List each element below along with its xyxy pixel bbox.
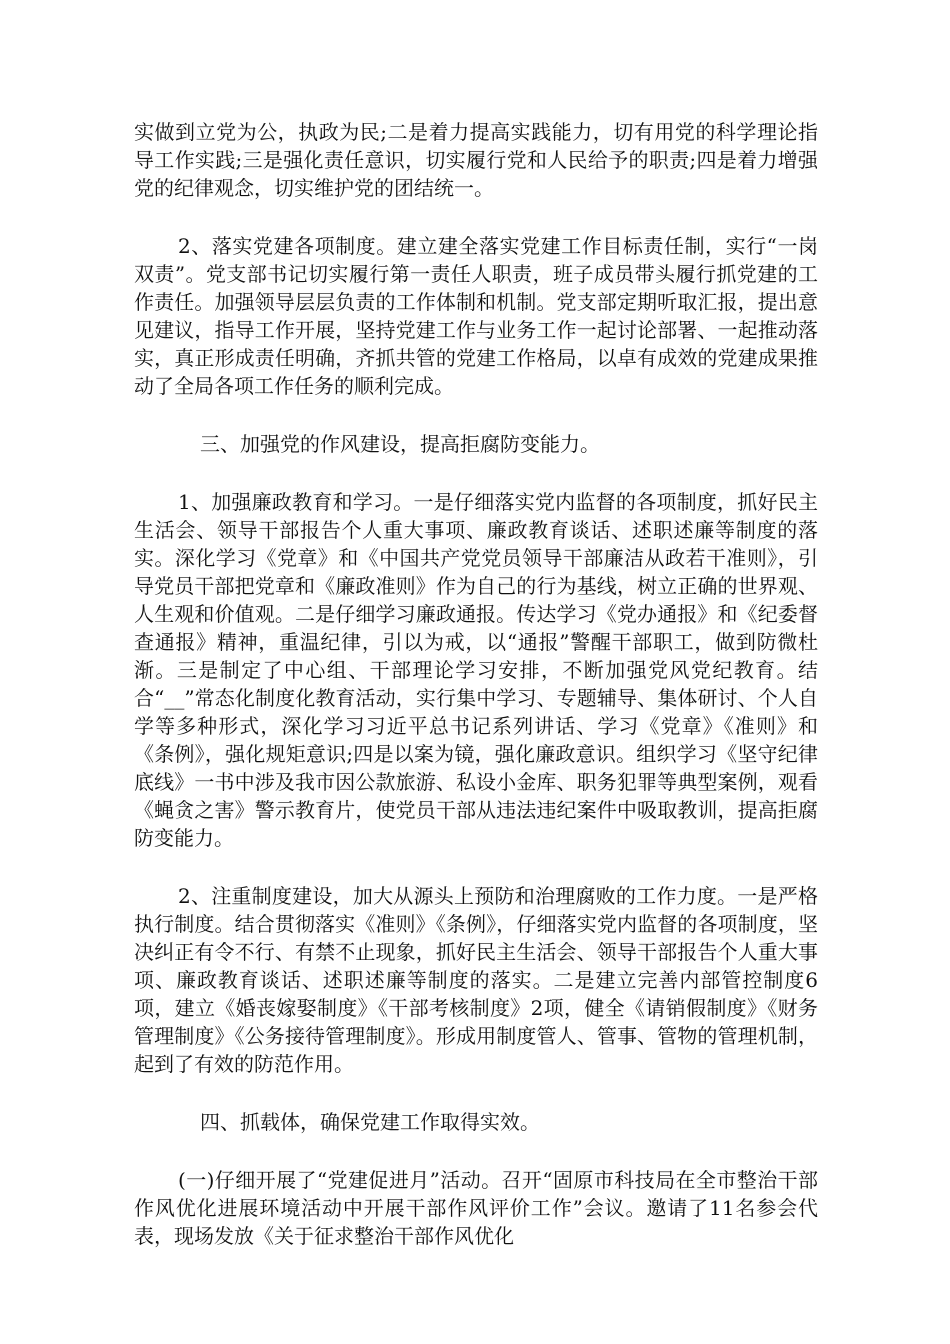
section-heading-3: 三、加强党的作风建设，提高拒腐防变能力。 <box>200 432 600 456</box>
document-page <box>134 118 818 1250</box>
paragraph-system-building: 2、注重制度建设，加大从源头上预防和治理腐败的工作力度。一是严格执行制度。结合贯彻落实《准则》《条例》，仔细落实党内监督的各项制度，坚决纠正有令不行、有禁不止现象，抓好民主生活会、领导干部报告个人重大事项、廉政教育谈话、述职述廉等制度的落实。二是建立完善内部管控制度6项，建立《婚丧嫁娶制度》《干部考核制度》2项，健全《请销假制度》《财务管理制度》《公务接待管理制度》。形成用制度管人、管事、管物的管理机制，起到了有效的防范作用。 <box>134 884 818 1076</box>
paragraph-continuation: 实做到立党为公，执政为民;二是着力提高实践能力，切有用党的科学理论指导工作实践;三是强化责任意识，切实履行党和人民给予的职责;四是着力增强党的纪律观念，切实维护党的团结统一。 <box>134 120 818 200</box>
paragraph-party-system: 2、落实党建各项制度。建立建全落实党建工作目标责任制，实行“一岗双责”。党支部书记切实履行第一责任人职责，班子成员带头履行抓党建的工作责任。加强领导层层负责的工作体制和机制。党支部定期听取汇报，提出意见建议，指导工作开展，坚持党建工作与业务工作一起讨论部署、一起推动落实，真正形成责任明确，齐抓共管的党建工作格局，以卓有成效的党建成果推动了全局各项工作任务的顺利完成。 <box>134 234 818 398</box>
paragraph-promotion-month: (一)仔细开展了“党建促进月”活动。召开“固原市科技局在全市整治干部作风优化进展环境活动中开展干部作风评价工作”会议。邀请了11名参会代表，现场发放《关于征求整治干部作风优化 <box>134 1168 818 1248</box>
paragraph-integrity-education: 1、加强廉政教育和学习。一是仔细落实党内监督的各项制度，抓好民主生活会、领导干部报告个人重大事项、廉政教育谈话、述职述廉等制度的落实。深化学习《党章》和《中国共产党党员领导干部廉洁从政若干准则》，引导党员干部把党章和《廉政准则》作为自己的行为基线，树立正确的世界观、人生观和价值观。二是仔细学习廉政通报。传达学习《党办通报》和《纪委督查通报》精神，重温纪律，引以为戒，以“通报”警醒干部职工，做到防微杜渐。三是制定了中心组、干部理论学习安排，不断加强党风党纪教育。结合“__”常态化制度化教育活动，实行集中学习、专题辅导、集体研讨、个人自学等多种形式，深化学习习近平总书记系列讲话、学习《党章》《准则》和《条例》，强化规矩意识;四是以案为镜，强化廉政意识。组织学习《坚守纪律底线》一书中涉及我市因公款旅游、私设小金库、职务犯罪等典型案例，观看《蝇贪之害》警示教育片，使党员干部从违法违纪案件中吸取教训，提高拒腐防变能力。 <box>134 490 818 850</box>
section-heading-4: 四、抓载体，确保党建工作取得实效。 <box>200 1110 540 1134</box>
